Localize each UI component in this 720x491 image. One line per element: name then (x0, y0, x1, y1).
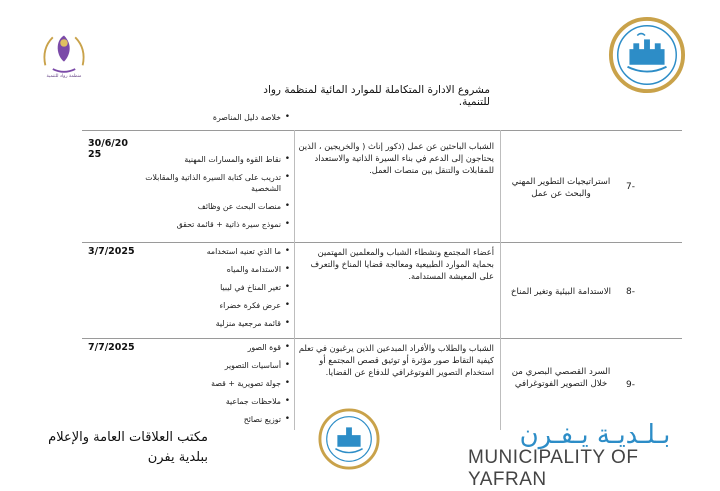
table-column-divider (294, 130, 295, 430)
organization-logo-caption: منظمة رواد للتنمية (46, 74, 82, 79)
row-items (120, 342, 290, 432)
footer-office-line1: مكتب العلاقات العامة والإعلام (48, 430, 208, 445)
municipal-seal-icon (318, 408, 380, 470)
list-item: • ملاحظات جماعية (120, 396, 290, 407)
list-item: • تدريب على كتابة السيرة الذاتية والمقابلات الشخصية (120, 172, 290, 194)
list-item-head: • ما الذي تعنيه استخدامه (120, 246, 290, 257)
list-item: • نموذج سيرة ذاتية + قائمة تحقق (120, 219, 290, 230)
row-date: 30/6/2025 (88, 138, 128, 160)
list-item: • قائمة مرجعية منزلية (120, 318, 290, 329)
page-title: مشروع الادارة المتكاملة للموارد المائية لمنظمة رواد للتنمية. (263, 84, 490, 108)
list-items-partial (120, 112, 290, 130)
list-item-head: • قوة الصور (120, 342, 290, 353)
list-item: • توزيع نصائح (120, 414, 290, 425)
list-item: • تغير المناخ في ليبيا (120, 282, 290, 293)
footer-office-line2: ببلدية يفرن (147, 450, 208, 465)
list-item: • خلاصة دليل المناصرة (120, 112, 290, 123)
table-rule (82, 242, 682, 243)
footer-office (8, 428, 208, 468)
row-target-group: أعضاء المجتمع ونشطاء الشباب والمعلمين المهتمين بحماية الموارد الطبيعية ومعالجة قضايا المناخ والتعرف على المعيشة المستدامة. (310, 247, 494, 281)
list-item: • أساسيات التصوير (120, 360, 290, 371)
municipality-emblem-icon (608, 16, 686, 94)
table-rule (82, 130, 682, 131)
table-column-divider (500, 130, 501, 430)
row-topic: الاستدامة البيئية وتغير المناخ (510, 287, 612, 297)
row-items (120, 154, 290, 237)
row-target-group: الشباب الباحثين عن عمل (ذكور إناث ( والخريجين ، الذين يحتاجون إلى الدعم في بناء السيرة الذاتية والاستعداد للمقابلات والتنقل بين منصات العمل. (298, 141, 494, 175)
list-item: • جولة تصويرية + قصة (120, 378, 290, 389)
row-items (120, 246, 290, 336)
table-rule (82, 338, 682, 339)
list-item: • الاستدامة والمياه (120, 264, 290, 275)
row-target-group: الشباب والطلاب والأفراد المبدعين الذين يرغبون في تعلم كيفية التقاط صور مؤثرة أو توثيق قصص المجتمع أو استخدام التصوير الفوتوغرافي للدفاع عن القضايا. (298, 343, 494, 377)
municipality-name-arabic: بـلـديـة يـفـرن (519, 420, 671, 450)
row-number: -9 (626, 380, 635, 390)
row-topic: السرد القصصي البصري من خلال التصوير الفوتوغرافي (511, 367, 611, 389)
list-item: • نقاط القوة والمسارات المهنية (120, 154, 290, 165)
row-number: -8 (626, 287, 635, 297)
municipality-name-english: MUNICIPALITY OF YAFRAN (468, 447, 639, 490)
row-date: 7/7/2025 (88, 342, 135, 353)
list-item: • منصات البحث عن وظائف (120, 201, 290, 212)
list-item: • عرض فكرة خضراء (120, 300, 290, 311)
row-date: 3/7/2025 (88, 246, 135, 257)
row-topic: استراتيجيات التطوير المهني والبحث عن عمل (511, 177, 611, 199)
row-number: -7 (626, 182, 635, 192)
